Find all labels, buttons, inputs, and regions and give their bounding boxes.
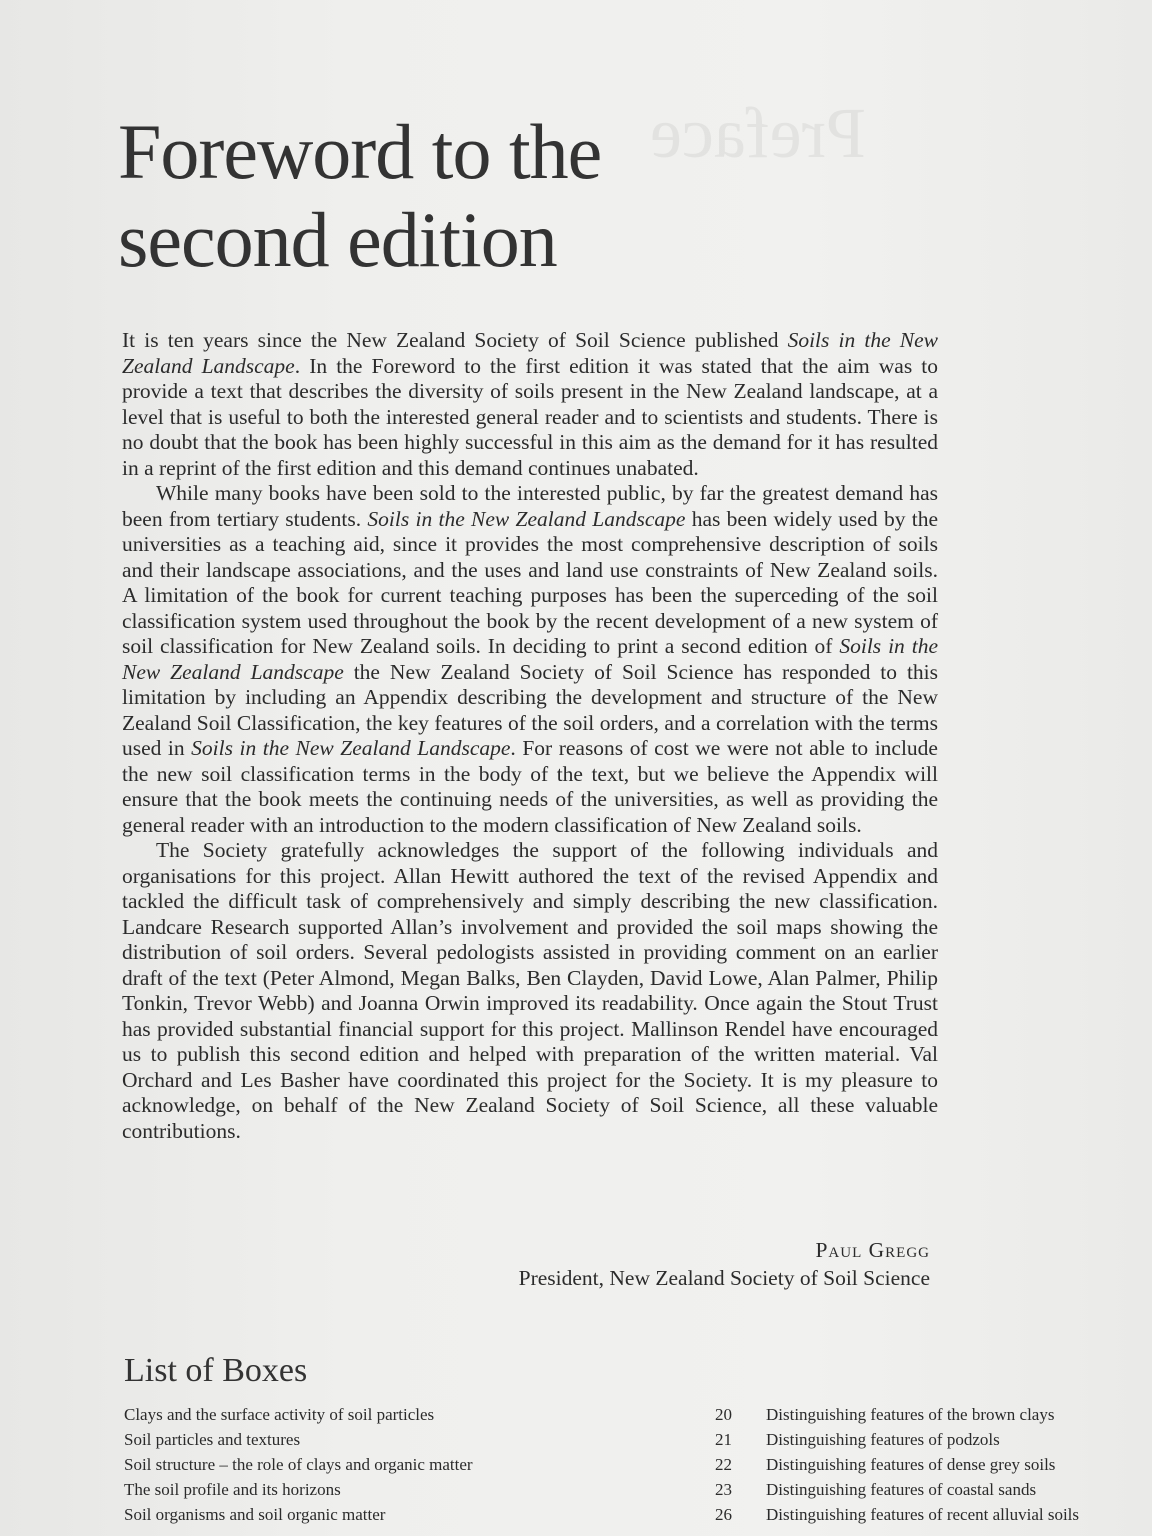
book-title-italic: Soils in the New Zealand Landscape bbox=[367, 506, 686, 531]
box-page-number: 20 bbox=[715, 1405, 732, 1424]
book-title-italic: Soils in the New Zealand Landscape bbox=[122, 328, 938, 378]
box-entry-left: Soil particles and textures bbox=[124, 1430, 301, 1449]
text-run: It is ten years since the New Zealand Society of Soil Science published bbox=[122, 328, 788, 352]
paragraph-1 bbox=[122, 328, 938, 481]
box-entry-right: Distinguishing features of podzols bbox=[766, 1430, 1000, 1449]
showthrough-text: Preface bbox=[650, 93, 866, 173]
page-title bbox=[118, 108, 838, 284]
signature-block bbox=[122, 1236, 930, 1292]
box-list-row bbox=[124, 1427, 1124, 1452]
signature-name: Paul Gregg bbox=[815, 1238, 930, 1262]
text-run: has been widely used by the universities as a teaching aid, since it provides the most comprehensive description of soils and their landscape associations, and the uses and land use constraints of New Zealand soils. A limitation of the book for current teaching purposes has been the superceding of the soil classification system used throughout the book by the recent development of a new system of soil classification for New Zealand soils. In deciding to print a second edition of bbox=[122, 506, 938, 658]
box-page-number: 23 bbox=[715, 1480, 732, 1499]
paragraph-3 bbox=[122, 838, 938, 1144]
paragraph-2 bbox=[122, 481, 938, 838]
foreword-body bbox=[122, 328, 938, 1144]
list-of-boxes bbox=[124, 1402, 1124, 1527]
box-entry-right: Distinguishing features of dense grey soils bbox=[766, 1455, 1056, 1474]
text-run: The Society gratefully acknowledges the support of the following individuals and organisations for this project. Allan Hewitt authored the text of the revised Appendix and tackled the difficult task of comprehensively and simply describing the new classification. Landcare Research supported Allan’s involvement and provided the soil maps showing the distribution of soil orders. Several pedologists assisted in providing comment on an earlier draft of the text (Peter Almond, Megan Balks, Ben Clayden, David Lowe, Alan Palmer, Philip Tonkin, Trevor Webb) and Joanna Orwin improved its readability. Once again the Stout Trust has provided substantial financial support for this project. Mallinson Rendel have encouraged us to publish this second edition and helped with preparation of the written material. Val Orchard and Les Basher have coordinated this project for the Society. It is my pleasure to acknowledge, on behalf of the New Zealand Society of Soil Science, all these valuable contributions. bbox=[122, 838, 938, 1143]
text-run: While many books have been sold to the interested public, by far the greatest demand has been from tertiary students. bbox=[122, 481, 938, 531]
signature-role: President, New Zealand Society of Soil Science bbox=[518, 1266, 930, 1290]
text-run: . For reasons of cost we were not able to include the new soil classification terms in the body of the text, but we believe the Appendix will ensure that the book meets the continuing needs of the universities, as well as providing the general reader with an introduction to the modern classification of New Zealand soils. bbox=[122, 736, 938, 837]
book-title-italic: Soils in the New Zealand Landscape bbox=[122, 634, 939, 684]
box-page-number: 22 bbox=[715, 1455, 732, 1474]
box-entry-right: Distinguishing features of coastal sands bbox=[766, 1480, 1037, 1499]
box-page-number: 26 bbox=[715, 1505, 732, 1524]
box-entry-left: The soil profile and its horizons bbox=[124, 1480, 341, 1499]
box-list-row bbox=[124, 1477, 1124, 1502]
box-entry-left: Clays and the surface activity of soil particles bbox=[124, 1405, 435, 1424]
box-entry-left: Soil organisms and soil organic matter bbox=[124, 1505, 386, 1524]
title-line-2: second edition bbox=[118, 196, 557, 283]
box-entry-left: Soil structure – the role of clays and organic matter bbox=[124, 1455, 473, 1474]
box-entry-right: Distinguishing features of the brown clays bbox=[766, 1405, 1055, 1424]
book-title-italic: Soils in the New Zealand Landscape bbox=[191, 736, 511, 760]
box-page-number: 21 bbox=[715, 1430, 732, 1449]
text-run: the New Zealand Society of Soil Science has responded to this limitation by including an Appendix describing the development and structure of the New Zealand Soil Classification, the key features of the soil orders, and a correlation with the terms used in bbox=[122, 659, 939, 760]
title-line-1: Foreword to the bbox=[118, 108, 602, 195]
box-list-row bbox=[124, 1402, 1124, 1427]
box-list-row bbox=[124, 1502, 1124, 1527]
list-of-boxes-title: List of Boxes bbox=[124, 1352, 308, 1389]
text-run: . In the Foreword to the first edition it was stated that the aim was to provide a text that describes the diversity of soils present in the New Zealand landscape, at a level that is useful to both the interested general reader and to scientists and students. There is no doubt that the book has been highly successful in this aim as the demand for it has resulted in a reprint of the first edition and this demand continues unabated. bbox=[122, 353, 939, 480]
box-entry-right: Distinguishing features of recent alluvial soils bbox=[766, 1505, 1080, 1524]
box-list-row bbox=[124, 1452, 1124, 1477]
